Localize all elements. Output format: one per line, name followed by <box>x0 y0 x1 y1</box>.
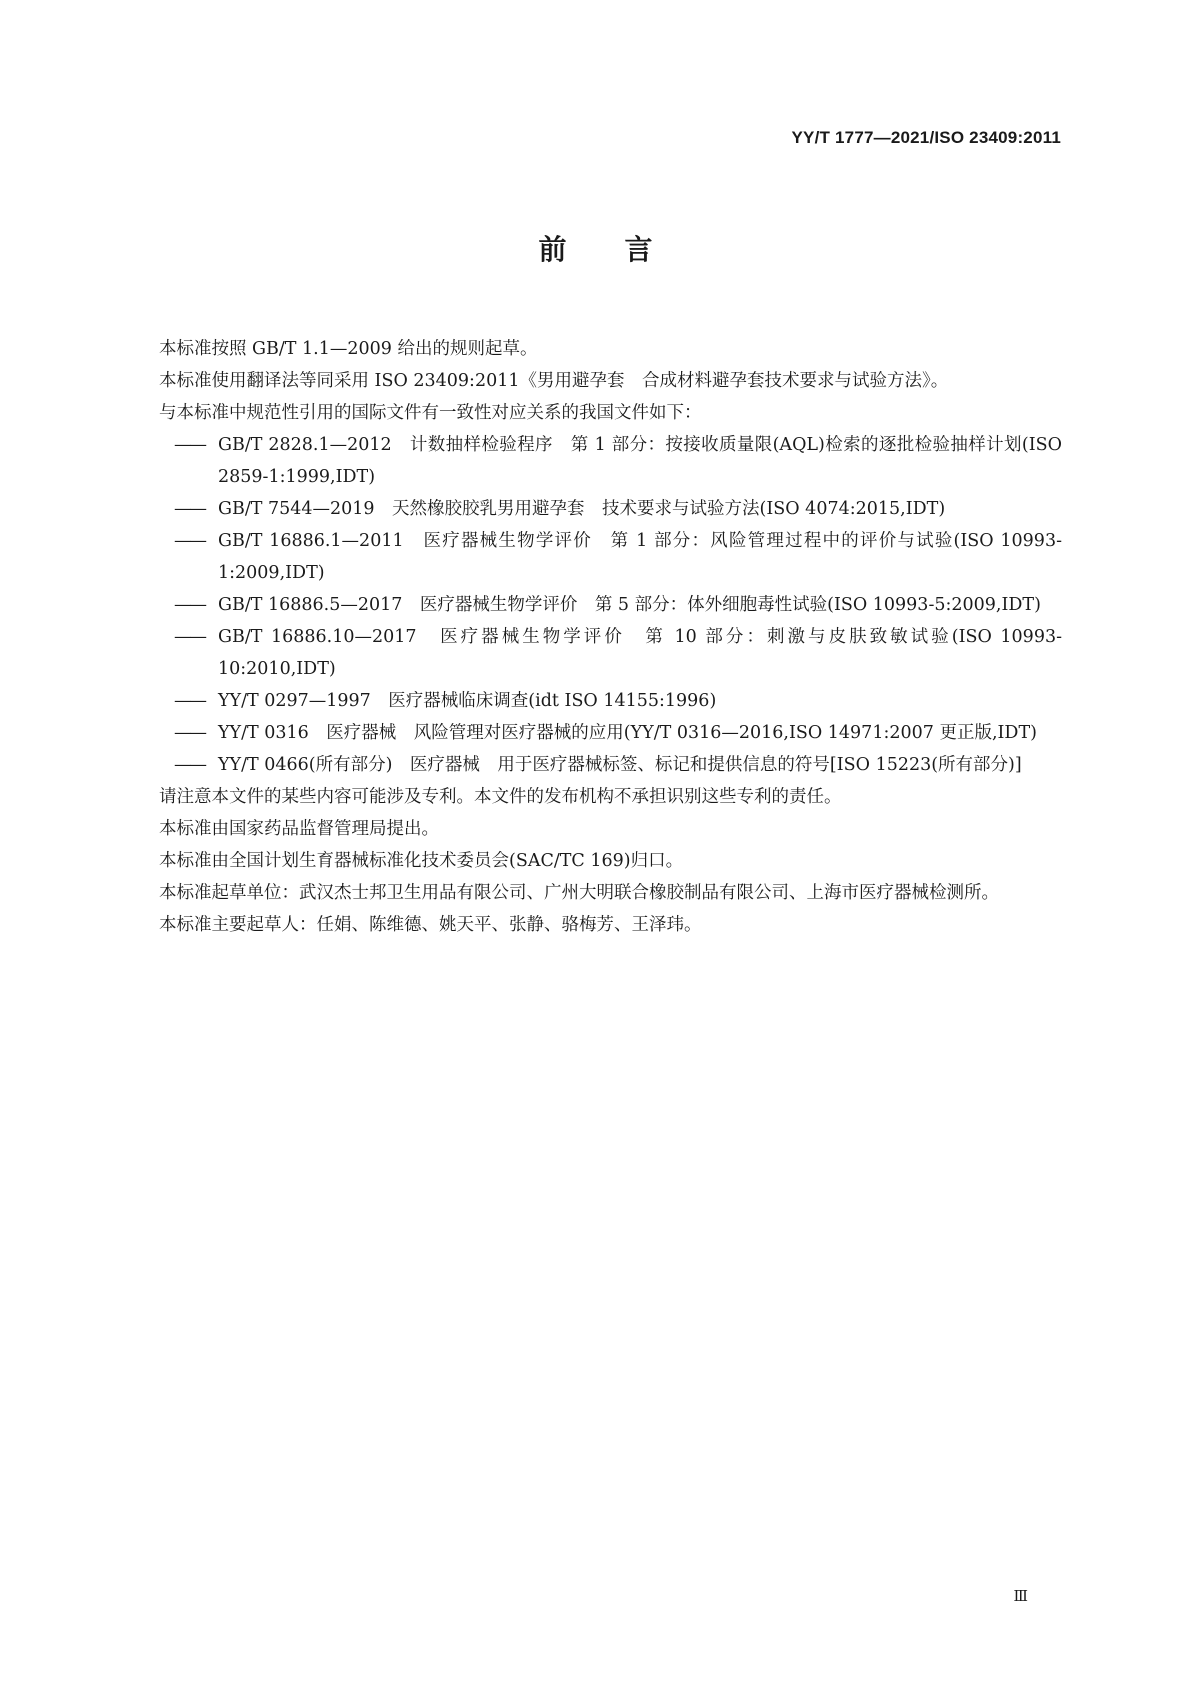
list-dash: —— <box>174 435 205 455</box>
list-dash: —— <box>174 595 205 615</box>
closing-paragraph: 本标准起草单位：武汉杰士邦卫生用品有限公司、广州大明联合橡胶制品有限公司、上海市医疗器械检测所。 <box>159 883 999 903</box>
list-item-text: GB/T 2828.1—2012 计数抽样检验程序 第 1 部分：按接收质量限(AQL)检索的逐批检验抽样计划(ISO 2859-1:1999,IDT) <box>218 435 1062 487</box>
list-item <box>124 525 1062 589</box>
list-item-text: GB/T 7544—2019 天然橡胶胶乳男用避孕套 技术要求与试验方法(ISO 4074:2015,IDT) <box>218 499 946 519</box>
list-item <box>124 493 1062 525</box>
list-item <box>124 621 1062 685</box>
list-item-text: GB/T 16886.10—2017 医疗器械生物学评价 第 10 部分：刺激与皮肤致敏试验(ISO 10993-10:2010,IDT) <box>218 627 1062 679</box>
intro-paragraph: 本标准使用翻译法等同采用 ISO 23409:2011《男用避孕套 合成材料避孕套技术要求与试验方法》。 <box>159 371 949 391</box>
list-item <box>124 685 1062 717</box>
list-dash: —— <box>174 691 205 711</box>
list-item-text: GB/T 16886.1—2011 医疗器械生物学评价 第 1 部分：风险管理过程中的评价与试验(ISO 10993-1:2009,IDT) <box>218 531 1062 583</box>
list-dash: —— <box>174 723 205 743</box>
referenced-documents-list <box>124 429 1062 781</box>
closing-paragraph: 本标准主要起草人：任娟、陈维德、姚天平、张静、骆梅芳、王泽玮。 <box>159 915 702 935</box>
list-item <box>124 717 1062 749</box>
standard-code-header: YY/T 1777—2021/ISO 23409:2011 <box>791 128 1061 147</box>
list-dash: —— <box>174 755 205 775</box>
list-item-text: YY/T 0297—1997 医疗器械临床调查(idt ISO 14155:1996) <box>218 691 717 711</box>
list-dash: —— <box>174 627 205 647</box>
list-item-text: YY/T 0316 医疗器械 风险管理对医疗器械的应用(YY/T 0316—2016,ISO 14971:2007 更正版,IDT) <box>218 723 1037 743</box>
page-number: Ⅲ <box>1013 1587 1028 1605</box>
list-dash: —— <box>174 531 205 551</box>
foreword-body <box>124 333 1062 941</box>
list-item <box>124 429 1062 493</box>
list-item-text: GB/T 16886.5—2017 医疗器械生物学评价 第 5 部分：体外细胞毒性试验(ISO 10993-5:2009,IDT) <box>218 595 1041 615</box>
intro-paragraph: 与本标准中规范性引用的国际文件有一致性对应关系的我国文件如下： <box>159 403 702 423</box>
page-title: 前言 <box>538 233 711 266</box>
closing-paragraph: 请注意本文件的某些内容可能涉及专利。本文件的发布机构不承担识别这些专利的责任。 <box>159 787 842 807</box>
intro-paragraph: 本标准按照 GB/T 1.1—2009 给出的规则起草。 <box>159 339 538 359</box>
list-item <box>124 589 1062 621</box>
list-dash: —— <box>174 499 205 519</box>
closing-paragraph: 本标准由国家药品监督管理局提出。 <box>159 819 439 839</box>
list-item-text: YY/T 0466(所有部分) 医疗器械 用于医疗器械标签、标记和提供信息的符号[ISO 15223(所有部分)] <box>218 755 1022 775</box>
closing-paragraph: 本标准由全国计划生育器械标准化技术委员会(SAC/TC 169)归口。 <box>159 851 684 871</box>
list-item <box>124 749 1062 781</box>
